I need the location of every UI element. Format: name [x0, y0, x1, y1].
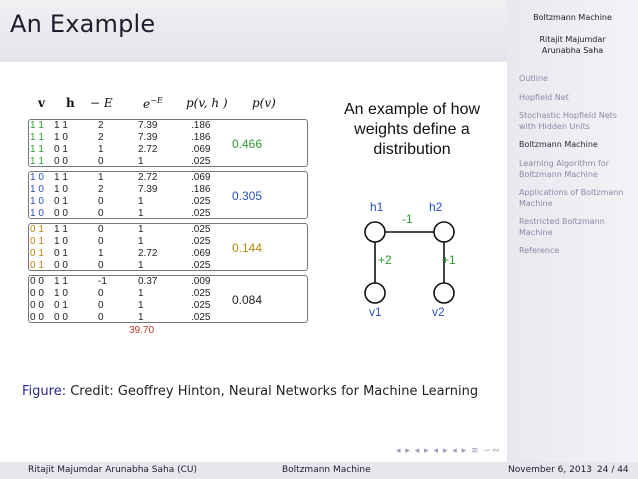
footer-page: 24 / 44 — [597, 465, 629, 475]
cell-exp-e: 1 — [138, 300, 144, 311]
cell-p-vh: .025 — [191, 208, 211, 219]
author-1: Ritajit Majumdar — [539, 35, 606, 44]
cell-p-vh: .186 — [191, 120, 211, 131]
table-group — [28, 275, 308, 323]
cell-h: 0 1 — [54, 144, 68, 155]
cell-exp-e: 2.72 — [138, 144, 158, 155]
node-v2 — [434, 283, 454, 303]
cell-h: 1 0 — [54, 288, 68, 299]
cell-neg-e: 0 — [98, 224, 104, 235]
slide-title: An Example — [10, 10, 156, 38]
sidebar — [507, 0, 638, 462]
cell-p-vh: .186 — [191, 132, 211, 143]
weight-h1-v1: +2 — [378, 253, 392, 267]
sidebar-item-boltzmann-machine[interactable]: Boltzmann Machine — [519, 140, 598, 149]
cell-v: 0 0 — [30, 276, 44, 287]
cell-p-vh: .009 — [191, 276, 211, 287]
cell-p-vh: .025 — [191, 196, 211, 207]
sidebar-item-applications[interactable]: Applications of Boltzmann Machine — [519, 188, 624, 208]
label-v1: v1 — [369, 305, 382, 319]
cell-v: 0 0 — [30, 312, 44, 323]
cell-h: 1 1 — [54, 120, 68, 131]
sidebar-item-stochastic-hopfield[interactable]: Stochastic Hopfield Nets with Hidden Units — [519, 111, 617, 131]
marginal-p-v: 0.466 — [232, 137, 263, 151]
cell-neg-e: -1 — [98, 276, 107, 287]
header-p-vh: p(v, h ) — [186, 96, 228, 110]
cell-v: 1 1 — [30, 156, 44, 167]
figure-caption — [22, 382, 492, 401]
cell-v: 0 1 — [30, 248, 44, 259]
node-h2 — [434, 222, 454, 242]
cell-exp-e: 1 — [138, 208, 144, 219]
presentation-title: Boltzmann Machine — [533, 13, 612, 22]
node-v1 — [365, 283, 385, 303]
footer-date: November 6, 2013 — [508, 465, 593, 475]
cell-h: 0 1 — [54, 196, 68, 207]
marginal-p-v: 0.084 — [232, 293, 263, 307]
header-neg-e: − E — [90, 96, 113, 110]
cell-exp-e: 1 — [138, 236, 144, 247]
label-v2: v2 — [432, 305, 445, 319]
table-group — [28, 119, 308, 167]
cell-v: 0 1 — [30, 260, 44, 271]
cell-neg-e: 1 — [98, 172, 104, 183]
cell-h: 0 1 — [54, 248, 68, 259]
cell-neg-e: 0 — [98, 236, 104, 247]
cell-h: 1 0 — [54, 184, 68, 195]
label-h2: h2 — [429, 200, 443, 214]
cell-v: 0 1 — [30, 236, 44, 247]
cell-neg-e: 0 — [98, 260, 104, 271]
cell-exp-e: 7.39 — [138, 120, 158, 131]
cell-v: 1 1 — [30, 144, 44, 155]
cell-neg-e: 2 — [98, 120, 104, 131]
cell-v: 1 0 — [30, 196, 44, 207]
cell-h: 0 0 — [54, 312, 68, 323]
cell-neg-e: 0 — [98, 312, 104, 323]
cell-exp-e: 7.39 — [138, 132, 158, 143]
cell-h: 0 0 — [54, 156, 68, 167]
cell-exp-e: 1 — [138, 288, 144, 299]
cell-p-vh: .025 — [191, 300, 211, 311]
cell-p-vh: .069 — [191, 172, 211, 183]
cell-h: 0 1 — [54, 300, 68, 311]
cell-exp-e: 1 — [138, 312, 144, 323]
cell-v: 1 0 — [30, 184, 44, 195]
cell-neg-e: 0 — [98, 288, 104, 299]
author-2: Arunabha Saha — [541, 46, 604, 55]
label-h1: h1 — [370, 200, 384, 214]
cell-v: 1 0 — [30, 172, 44, 183]
cell-exp-e: 1 — [138, 224, 144, 235]
cell-exp-e: 2.72 — [138, 248, 158, 259]
sidebar-item-reference[interactable]: Reference — [519, 246, 560, 255]
node-h1 — [365, 222, 385, 242]
footer-title: Boltzmann Machine — [282, 465, 371, 475]
marginal-p-v: 0.305 — [232, 189, 263, 203]
cell-exp-e: 1 — [138, 260, 144, 271]
cell-neg-e: 0 — [98, 156, 104, 167]
marginal-p-v: 0.144 — [232, 241, 263, 255]
cell-p-vh: .025 — [191, 224, 211, 235]
header-v: v — [38, 96, 45, 110]
cell-h: 1 0 — [54, 236, 68, 247]
header-p-v: p(v) — [252, 96, 276, 110]
beamer-navigation-icons[interactable]: ◂ ▸ ◂ ▸ ◂ ▸ ◂ ▸ ≡ ∽∾ — [396, 446, 501, 456]
network-diagram — [350, 196, 490, 326]
sidebar-item-outline[interactable]: Outline — [519, 74, 548, 83]
cell-exp-e: 2.72 — [138, 172, 158, 183]
header-exp-e: $e^{-E}$ — [143, 96, 163, 111]
cell-p-vh: .025 — [191, 156, 211, 167]
cell-p-vh: .069 — [191, 248, 211, 259]
cell-neg-e: 0 — [98, 196, 104, 207]
partition-total: 39.70 — [129, 325, 155, 336]
cell-v: 1 1 — [30, 132, 44, 143]
cell-exp-e: 0.37 — [138, 276, 158, 287]
sidebar-item-hopfield-net[interactable]: Hopfield Net — [519, 93, 569, 102]
cell-p-vh: .186 — [191, 184, 211, 195]
sidebar-item-restricted-boltzmann[interactable]: Restricted Boltzmann Machine — [519, 217, 605, 237]
cell-v: 0 1 — [30, 224, 44, 235]
cell-neg-e: 0 — [98, 208, 104, 219]
caption-label: Figure: — [22, 384, 67, 399]
table-group — [28, 171, 308, 219]
cell-p-vh: .025 — [191, 236, 211, 247]
cell-v: 0 0 — [30, 288, 44, 299]
cell-h: 1 1 — [54, 172, 68, 183]
footer — [0, 462, 638, 479]
cell-p-vh: .025 — [191, 288, 211, 299]
cell-p-vh: .025 — [191, 312, 211, 323]
cell-v: 1 1 — [30, 120, 44, 131]
header-h: h — [66, 96, 75, 110]
cell-h: 0 0 — [54, 260, 68, 271]
cell-v: 1 0 — [30, 208, 44, 219]
cell-h: 1 1 — [54, 224, 68, 235]
sidebar-item-learning-algorithm[interactable]: Learning Algorithm for Boltzmann Machine — [519, 159, 609, 179]
cell-neg-e: 0 — [98, 300, 104, 311]
cell-p-vh: .025 — [191, 260, 211, 271]
cell-p-vh: .069 — [191, 144, 211, 155]
cell-exp-e: 1 — [138, 196, 144, 207]
cell-h: 0 0 — [54, 208, 68, 219]
annotation-text: An example of how weights define a distribution — [343, 101, 481, 158]
cell-exp-e: 1 — [138, 156, 144, 167]
weight-h1-h2: -1 — [402, 212, 413, 226]
weight-h2-v2: +1 — [442, 253, 456, 267]
cell-neg-e: 1 — [98, 248, 104, 259]
cell-h: 1 1 — [54, 276, 68, 287]
cell-neg-e: 1 — [98, 144, 104, 155]
cell-exp-e: 7.39 — [138, 184, 158, 195]
footer-authors: Ritajit Majumdar Arunabha Saha (CU) — [28, 465, 198, 475]
cell-neg-e: 2 — [98, 132, 104, 143]
cell-h: 1 0 — [54, 132, 68, 143]
caption-text: Credit: Geoffrey Hinton, Neural Networks for Machine Learning — [70, 384, 479, 399]
cell-neg-e: 2 — [98, 184, 104, 195]
table-group — [28, 223, 308, 271]
cell-v: 0 0 — [30, 300, 44, 311]
